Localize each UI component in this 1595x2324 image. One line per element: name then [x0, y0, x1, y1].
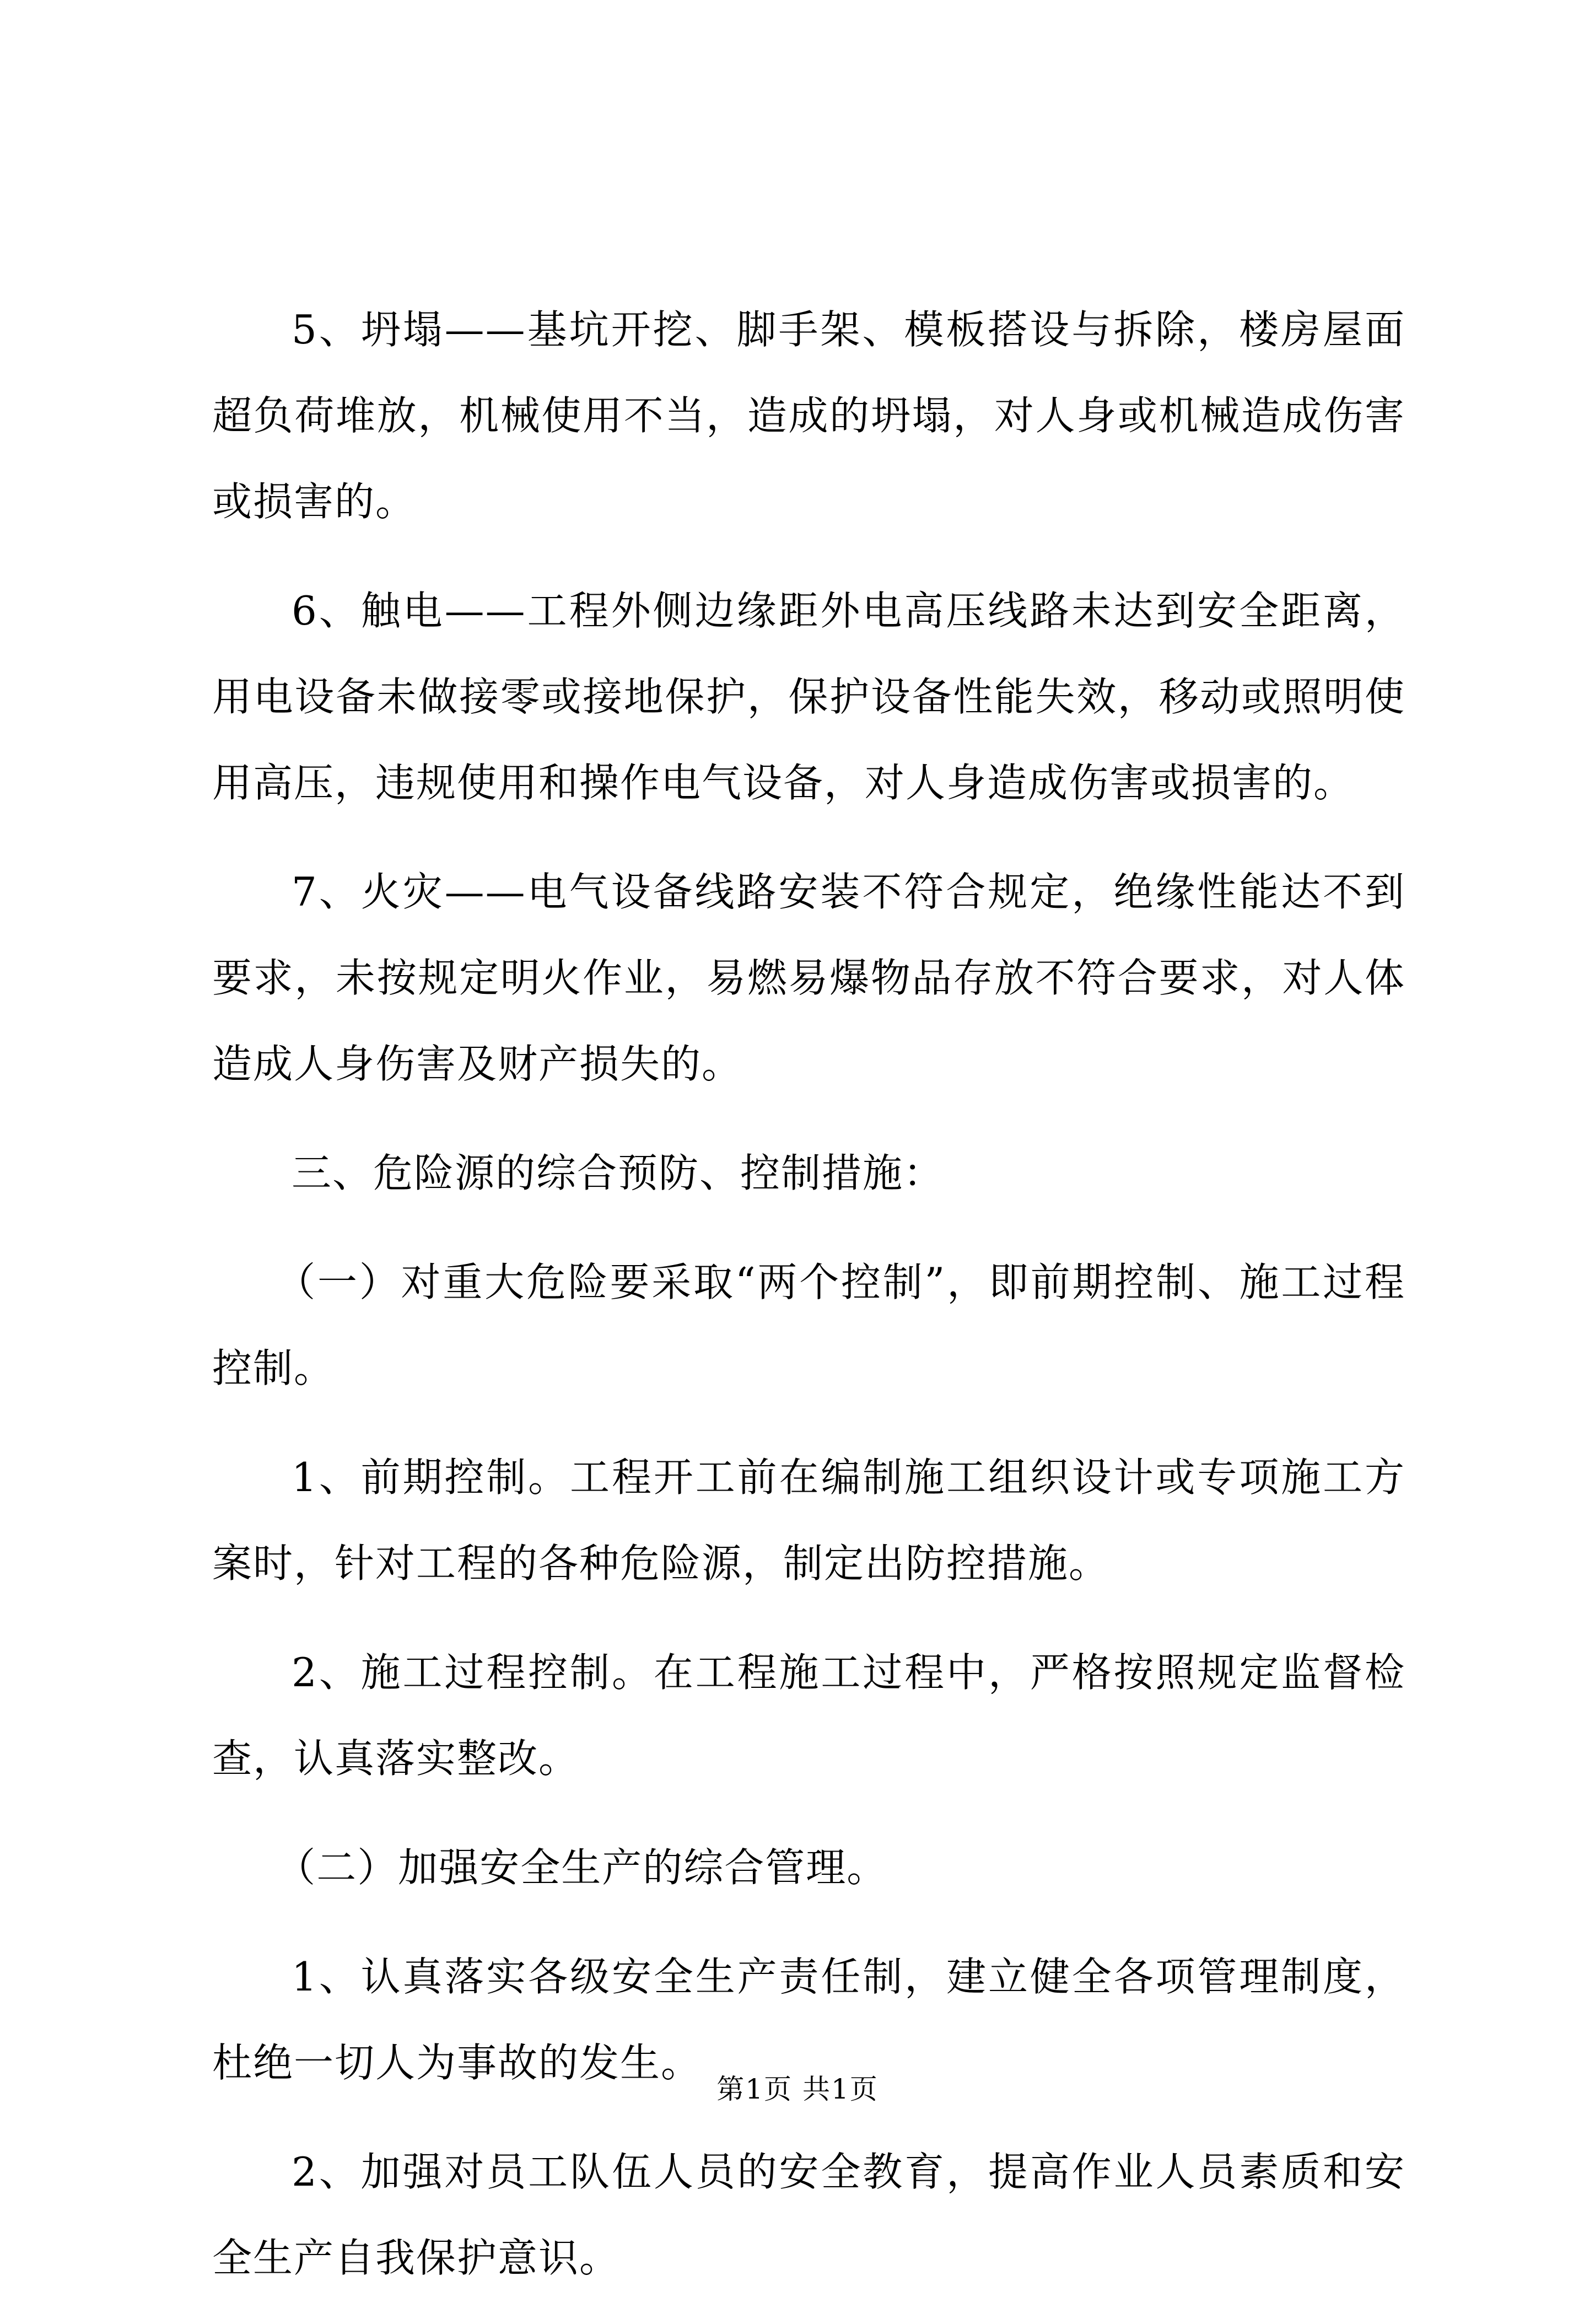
section-heading-prevention-measures: 三、危险源的综合预防、控制措施： [292, 1150, 945, 1196]
subsection-comprehensive-management: （二）加强安全生产的综合管理。 [276, 1844, 888, 1891]
paragraph-collapse-hazard: 5、坍塌——基坑开挖、脚手架、模板搭设与拆除，楼房屋面超负荷堆放，机械使用不当，造成的坍塌，对人身或机械造成伤害或损害的。 [212, 306, 1405, 525]
paragraph-construction-process-control: 2、施工过程控制。在工程施工过程中，严格按照规定监督检查，认真落实整改。 [212, 1649, 1405, 1782]
subsection-two-controls: （一）对重大危险要采取“两个控制”，即前期控制、施工过程控制。 [212, 1259, 1405, 1391]
paragraph-responsibility-system: 1、认真落实各级安全生产责任制，建立健全各项管理制度，杜绝一切人为事故的发生。 [212, 1954, 1405, 2086]
paragraph-preliminary-control: 1、前期控制。工程开工前在编制施工组织设计或专项施工方案时，针对工程的各种危险源，制定出防控措施。 [212, 1454, 1405, 1586]
paragraph-safety-education: 2、加强对员工队伍人员的安全教育，提高作业人员素质和安全生产自我保护意识。 [212, 2149, 1405, 2281]
page-number-footer: 第1页 共1页 [716, 2073, 879, 2105]
paragraph-fire-hazard: 7、火灾——电气设备线路安装不符合规定，绝缘性能达不到要求，未按规定明火作业，易燃易爆物品存放不符合要求，对人体造成人身伤害及财产损失的。 [212, 869, 1405, 1087]
document-body [212, 287, 1405, 2324]
paragraph-electric-shock-hazard: 6、触电——工程外侧边缘距外电高压线路未达到安全距离，用电设备未做接零或接地保护，保护设备性能失效，移动或照明使用高压，违规使用和操作电气设备，对人身造成伤害或损害的。 [212, 588, 1405, 806]
